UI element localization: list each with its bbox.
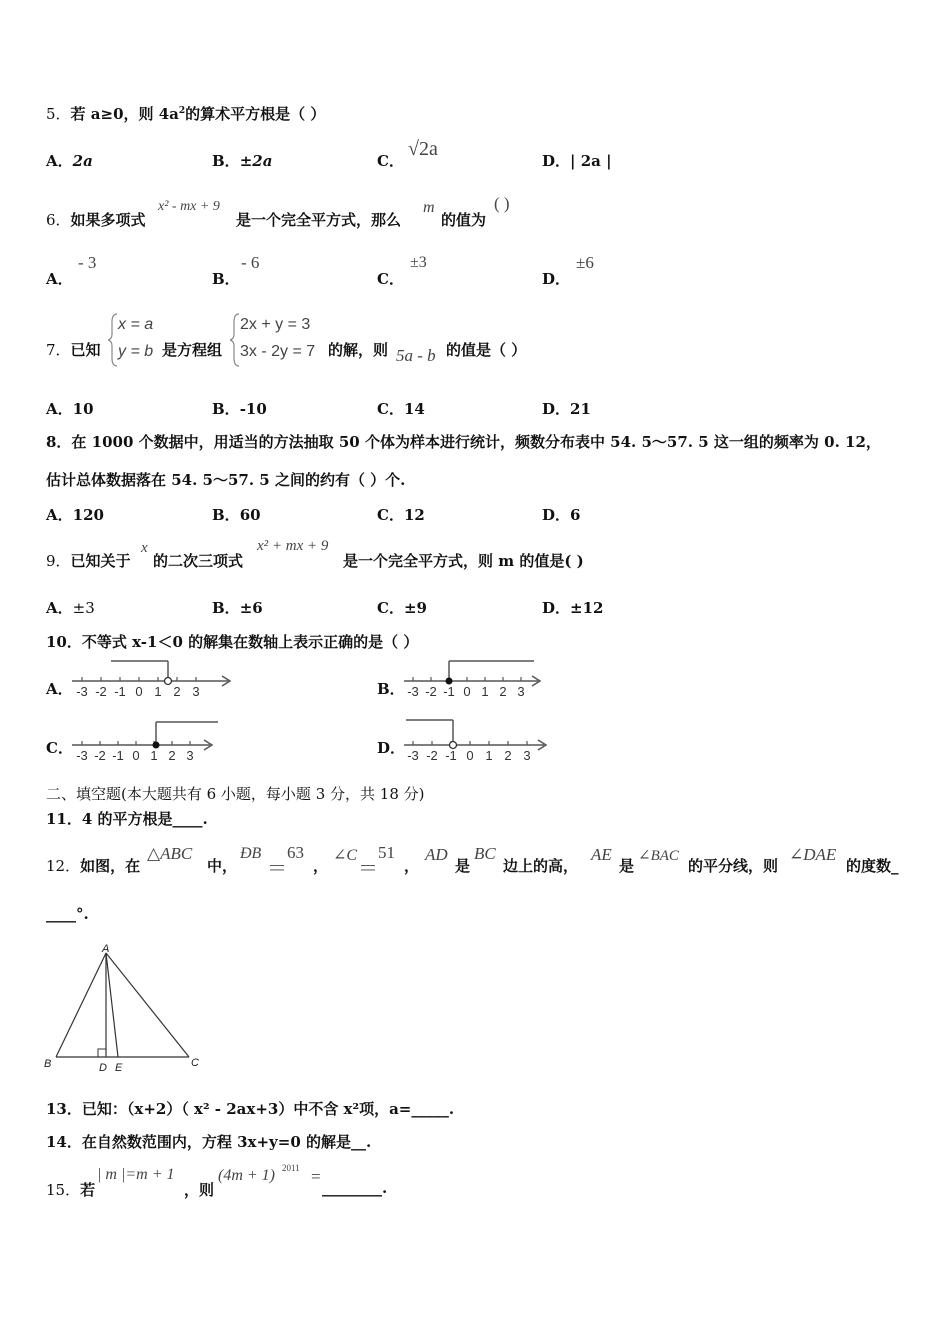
side-ac	[106, 953, 189, 1057]
tick-label-2: 2	[168, 748, 176, 761]
q7-system2-brace	[230, 314, 239, 366]
q7-option-c[interactable]: C．14	[377, 400, 425, 418]
q5-option-c[interactable]: C．	[377, 152, 404, 170]
q8-option-b[interactable]: B．60	[212, 506, 261, 524]
q6-option-c[interactable]: C．	[377, 270, 404, 288]
q5-stem-a: 若	[70, 105, 91, 123]
tick-label--2: -2	[425, 684, 437, 699]
q12-bc: BC	[474, 844, 496, 863]
q7-system2-eq1: 2x + y = 3	[240, 316, 311, 333]
q5-stem	[46, 103, 325, 124]
tick-label-0: 0	[132, 748, 140, 761]
q7-stem-mid: 是方程组	[162, 341, 223, 359]
q8-line2: 估计总体数据落在 54. 5～57. 5 之间的约有（ ）个.	[46, 471, 406, 489]
q12-line2: ____°.	[46, 905, 89, 923]
q12-angle-bac: ∠BAC	[638, 848, 679, 864]
q5-option-b[interactable]: B．±2a	[212, 152, 273, 170]
q8-option-a[interactable]: A．120	[46, 506, 104, 524]
q9-stem-mid: 的二次三项式	[153, 552, 244, 570]
q6-stem-mid: 是一个完全平方式，那么	[236, 211, 402, 229]
tick-label--1: -1	[114, 684, 126, 699]
q5-stem-b: ，则 4a	[123, 105, 179, 123]
q10-option-c[interactable]: C．	[46, 739, 73, 757]
q12-value-b: 63	[287, 843, 304, 862]
q7-system1-eq2: y = b	[118, 343, 154, 360]
q6-option-d-value: ±6	[576, 253, 594, 272]
tick-label-1: 1	[481, 684, 489, 699]
q5-number: 5．	[46, 105, 71, 123]
q9-option-d[interactable]: D．±12	[542, 599, 604, 617]
tick-label-0: 0	[135, 684, 143, 699]
tick-label--3: -3	[407, 684, 419, 699]
q10-number-line-a[interactable]	[68, 656, 238, 702]
q10-option-a[interactable]: A．	[46, 680, 73, 698]
q9-variable: x	[141, 540, 148, 556]
tick-label-2: 2	[499, 684, 507, 699]
q12-ad: AD	[425, 845, 448, 864]
q8-option-d[interactable]: D．6	[542, 506, 581, 524]
tick-label-3: 3	[523, 748, 531, 761]
tick-label--1: -1	[445, 748, 457, 761]
q10-option-d[interactable]: D．	[377, 739, 406, 757]
label-b: B	[44, 1058, 52, 1070]
q5-option-d[interactable]: D．| 2a |	[542, 152, 612, 170]
tick-label--2: -2	[94, 748, 106, 761]
q6-expression: x² - mx + 9	[158, 199, 220, 214]
side-ab	[56, 953, 106, 1057]
q10-stem: 10．不等式 x-1＜0 的解集在数轴上表示正确的是（ ）	[46, 633, 419, 651]
q6-option-b-value: - 6	[241, 253, 260, 272]
q8-option-c[interactable]: C．12	[377, 506, 425, 524]
tick-label--1: -1	[443, 684, 455, 699]
tick-label-0: 0	[463, 684, 471, 699]
tick-label-2: 2	[173, 684, 181, 699]
q6-option-a-value: - 3	[78, 253, 97, 272]
q15-expression2: (4m + 1)	[218, 1167, 276, 1184]
q15-stem-b: ，则	[184, 1181, 215, 1199]
q6-variable: m	[423, 199, 435, 216]
q5-sup: 2	[178, 106, 186, 116]
q7-option-d[interactable]: D．21	[542, 400, 591, 418]
q14-text: 14．在自然数范围内，方程 3x+y=0 的解是__.	[46, 1133, 372, 1151]
q12-value-c: 51	[378, 843, 395, 862]
q7-stem-lead: 7．已知	[46, 341, 101, 359]
right-angle-mark	[98, 1049, 106, 1057]
tick-label--3: -3	[76, 684, 88, 699]
q13-text: 13．已知：（x+2）（ x² - 2ax+3）中不含 x²项，a=_____.	[46, 1100, 455, 1118]
tick-label-0: 0	[466, 748, 474, 761]
q12-comma2: ，	[404, 857, 420, 875]
q12-eq2: ＝	[358, 858, 378, 880]
q12-stem-lead: 12．如图，在	[46, 857, 141, 875]
q9-option-c[interactable]: C．±9	[377, 599, 427, 617]
q6-option-c-value: ±3	[410, 254, 427, 271]
q12-stem-f: 的平分线，则	[688, 857, 779, 875]
bisector-ae	[106, 953, 118, 1057]
q6-stem-lead: 6．如果多项式	[46, 211, 146, 229]
label-c: C	[191, 1057, 199, 1069]
open-endpoint	[165, 678, 172, 685]
q6-option-a[interactable]: A．	[46, 270, 73, 288]
q12-angle-c: ∠C	[333, 847, 358, 864]
q15-exponent: 2011	[282, 1163, 300, 1173]
q10-number-line-b[interactable]	[400, 656, 550, 702]
q9-option-b[interactable]: B．±6	[212, 599, 263, 617]
tick-label-3: 3	[517, 684, 525, 699]
q5-condition: a≥0	[90, 105, 124, 123]
section-2-heading: 二、填空题(本大题共有 6 小题，每小题 3 分，共 18 分)	[46, 785, 425, 803]
q7-option-a[interactable]: A．10	[46, 400, 94, 418]
tick-label-1: 1	[485, 748, 493, 761]
tick-label--2: -2	[95, 684, 107, 699]
q12-stem-b: 中，	[207, 857, 238, 875]
tick-label--3: -3	[407, 748, 419, 761]
q11-text: 11．4 的平方根是____.	[46, 810, 208, 828]
q7-stem-tail: 的解，则	[328, 341, 389, 359]
q15-stem-lead: 15．若	[46, 1181, 96, 1199]
q7-system1-brace	[108, 314, 117, 366]
closed-endpoint	[446, 678, 453, 685]
q9-stem-tail: 是一个完全平方式，则 m 的值是( )	[343, 552, 584, 570]
q5-option-a[interactable]: A．2a	[46, 152, 93, 170]
q7-stem-end: 的值是（ ）	[446, 341, 527, 359]
q15-blank[interactable]: ________.	[322, 1179, 388, 1197]
q5-stem-c: 的算术平方根是（ ）	[185, 105, 326, 123]
q6-paren: ( )	[494, 194, 510, 213]
tick-label-3: 3	[186, 748, 194, 761]
closed-endpoint	[153, 742, 160, 749]
label-a: A	[102, 943, 110, 955]
q12-angle-dae: ∠DAE	[789, 845, 837, 864]
tick-label--2: -2	[426, 748, 438, 761]
tick-label--3: -3	[76, 748, 88, 761]
tick-label--1: -1	[112, 748, 124, 761]
q7-expression: 5a - b	[396, 346, 436, 365]
q12-comma1: ，	[313, 857, 329, 875]
q6-option-b[interactable]: B．	[212, 270, 240, 288]
tick-label-1: 1	[150, 748, 158, 761]
q9-stem-lead: 9．已知关于	[46, 552, 131, 570]
q7-system2	[230, 312, 330, 368]
q7-system1-eq1: x = a	[118, 316, 154, 333]
q10-option-b[interactable]: B．	[377, 680, 405, 698]
tick-label-1: 1	[154, 684, 162, 699]
q7-system2-eq2: 3x - 2y = 7	[240, 343, 316, 360]
q15-expression1: | m |=m + 1	[97, 1166, 175, 1183]
q12-stem-g: 的度数_	[846, 857, 899, 875]
q6-option-d[interactable]: D．	[542, 270, 571, 288]
q12-ae: AE	[591, 845, 612, 864]
q12-eq1: ＝	[267, 858, 287, 880]
q9-expression: x² + mx + 9	[257, 538, 329, 554]
label-e: E	[115, 1062, 123, 1074]
tick-label-2: 2	[504, 748, 512, 761]
q12-stem-d: 边上的高，	[503, 857, 579, 875]
q12-triangle: △ABC	[147, 844, 193, 863]
q12-stem-e: 是	[619, 857, 635, 875]
q12-triangle-figure	[40, 940, 210, 1075]
q12-angle-b: ÐB	[240, 845, 262, 862]
q7-system1	[108, 312, 162, 368]
q10-number-line-c[interactable]	[68, 715, 223, 761]
label-d: D	[99, 1062, 107, 1074]
q9-option-a[interactable]: A．±3	[46, 599, 95, 617]
q7-option-b[interactable]: B．-10	[212, 400, 267, 418]
q12-stem-c: 是	[455, 857, 471, 875]
q10-number-line-d[interactable]	[400, 715, 555, 761]
q5-option-c-radical: √2a	[408, 138, 438, 160]
open-endpoint	[450, 742, 457, 749]
q8-line1: 8．在 1000 个数据中，用适当的方法抽取 50 个体为样本进行统计，频数分布表中 54. 5～57. 5 这一组的频率为 0. 12，	[46, 433, 881, 451]
q6-stem-tail: 的值为	[441, 211, 487, 229]
tick-label-3: 3	[192, 684, 200, 699]
q15-equals: =	[311, 1167, 321, 1186]
